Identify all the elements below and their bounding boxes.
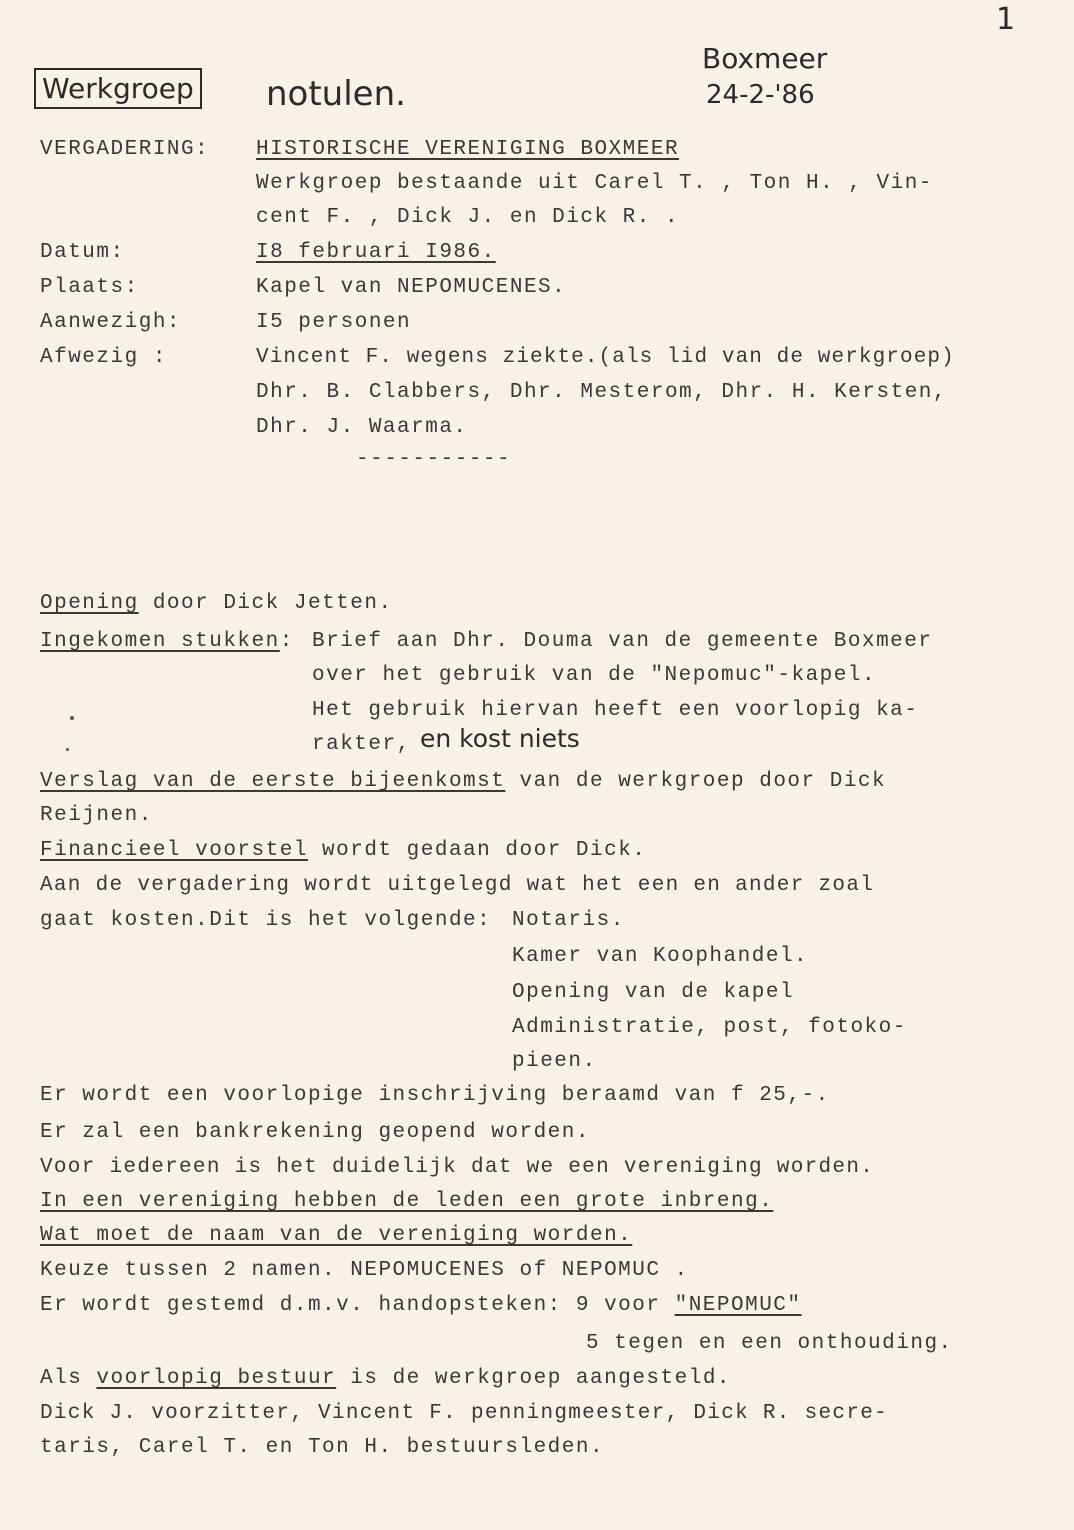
page-number: 1: [996, 2, 1016, 37]
kosten-item: Administratie, post, fotoko-: [512, 1016, 907, 1039]
header-separator: -----------: [356, 448, 512, 471]
aan-line-2: gaat kosten.Dit is het volgende:: [40, 909, 492, 932]
dick-line: Dick J. voorzitter, Vincent F. penningmeester, Dick R. secre-: [40, 1402, 889, 1425]
financieel-text: wordt gedaan door Dick.: [307, 839, 647, 862]
afwezig-line-3: Dhr. J. Waarma.: [256, 416, 468, 439]
bestuur-line: [40, 1367, 731, 1390]
werkgroep-line-1: Werkgroep bestaande uit Carel T. , Ton H. , Vin-: [256, 172, 933, 195]
aan-line-1: Aan de vergadering wordt uitgelegd wat het een en ander zoal: [40, 874, 875, 897]
verslag-text: van de werkgroep door Dick: [505, 770, 887, 793]
ingekomen-heading: Ingekomen stukken: [40, 630, 280, 653]
inschrijving-line: Er wordt een voorlopige inschrijving beraamd van f 25,-.: [40, 1084, 830, 1107]
kosten-item: Kamer van Koophandel.: [512, 945, 809, 968]
tegen-line: 5 tegen en een onthouding.: [586, 1332, 953, 1355]
iedereen-line: Voor iedereen is het duidelijk dat we een vereniging worden.: [40, 1156, 875, 1179]
inbreng-line: In een vereniging hebben de leden een grote inbreng.: [40, 1190, 774, 1213]
ingekomen-line-3: Het gebruik hiervan heeft een voorlopig ka-: [312, 699, 919, 722]
naam-line: Wat moet de naam van de vereniging worden.: [40, 1224, 633, 1247]
opening-line: [40, 592, 393, 615]
gestemd-text: Er wordt gestemd d.m.v. handopsteken: 9 voor: [40, 1294, 675, 1317]
kosten-item: Opening van de kapel: [512, 981, 795, 1004]
keuze-line: Keuze tussen 2 namen. NEPOMUCENES of NEPOMUC .: [40, 1259, 689, 1282]
handwritten-insert: en kost niets: [420, 724, 580, 753]
bestuur-text: is de werkgroep aangesteld.: [336, 1367, 732, 1390]
gestemd-nepomuc: "NEPOMUC": [674, 1294, 802, 1317]
handwritten-title: notulen.: [266, 74, 406, 114]
taris-line: taris, Carel T. en Ton H. bestuursleden.: [40, 1436, 605, 1459]
plaats-value: Kapel van NEPOMUCENES.: [256, 276, 567, 299]
ingekomen-line-4: rakter,: [312, 733, 411, 756]
datum-label: Datum:: [40, 241, 125, 264]
kosten-item: pieen.: [512, 1050, 597, 1073]
bestuur-heading: voorlopig bestuur: [96, 1367, 337, 1390]
bank-line: Er zal een bankrekening geopend worden.: [40, 1121, 590, 1144]
financieel-line: [40, 839, 646, 862]
vergadering-label: VERGADERING:: [40, 138, 210, 161]
ingekomen-colon: :: [279, 630, 294, 653]
ingekomen-line-1: Brief aan Dhr. Douma van de gemeente Boxmeer: [312, 630, 933, 653]
verslag-line: [40, 770, 886, 793]
gestemd-line: [40, 1294, 802, 1317]
ingekomen-line: [40, 630, 294, 653]
aanwezig-label: Aanwezigh:: [40, 311, 182, 334]
verslag-heading: Verslag van de eerste bijeenkomst: [40, 770, 506, 793]
plaats-label: Plaats:: [40, 276, 139, 299]
opening-text: door Dick Jetten.: [138, 592, 393, 615]
vergadering-value: HISTORISCHE VERENIGING BOXMEER: [256, 138, 680, 161]
bestuur-pre: Als: [40, 1367, 97, 1390]
afwezig-label: Afwezig :: [40, 346, 167, 369]
handwritten-date: 24-2-'86: [706, 80, 815, 110]
financieel-heading: Financieel voorstel: [40, 839, 308, 862]
datum-value: I8 februari I986.: [256, 241, 496, 264]
verslag-line-2: Reijnen.: [40, 804, 153, 827]
margin-dot: [70, 716, 74, 720]
ingekomen-line-2: over het gebruik van de "Nepomuc"-kapel.: [312, 664, 877, 687]
kosten-item: Notaris.: [512, 909, 625, 932]
margin-dot: [66, 748, 69, 751]
opening-heading: Opening: [40, 592, 139, 615]
afwezig-line-1: Vincent F. wegens ziekte.(als lid van de werkgroep): [256, 346, 955, 369]
aanwezig-value: I5 personen: [256, 311, 412, 334]
afwezig-line-2: Dhr. B. Clabbers, Dhr. Mesterom, Dhr. H. Kersten,: [256, 381, 948, 404]
werkgroep-line-2: cent F. , Dick J. en Dick R. .: [256, 206, 680, 229]
handwritten-place: Boxmeer: [702, 42, 828, 75]
handwritten-box-label: Werkgroep: [34, 68, 202, 109]
